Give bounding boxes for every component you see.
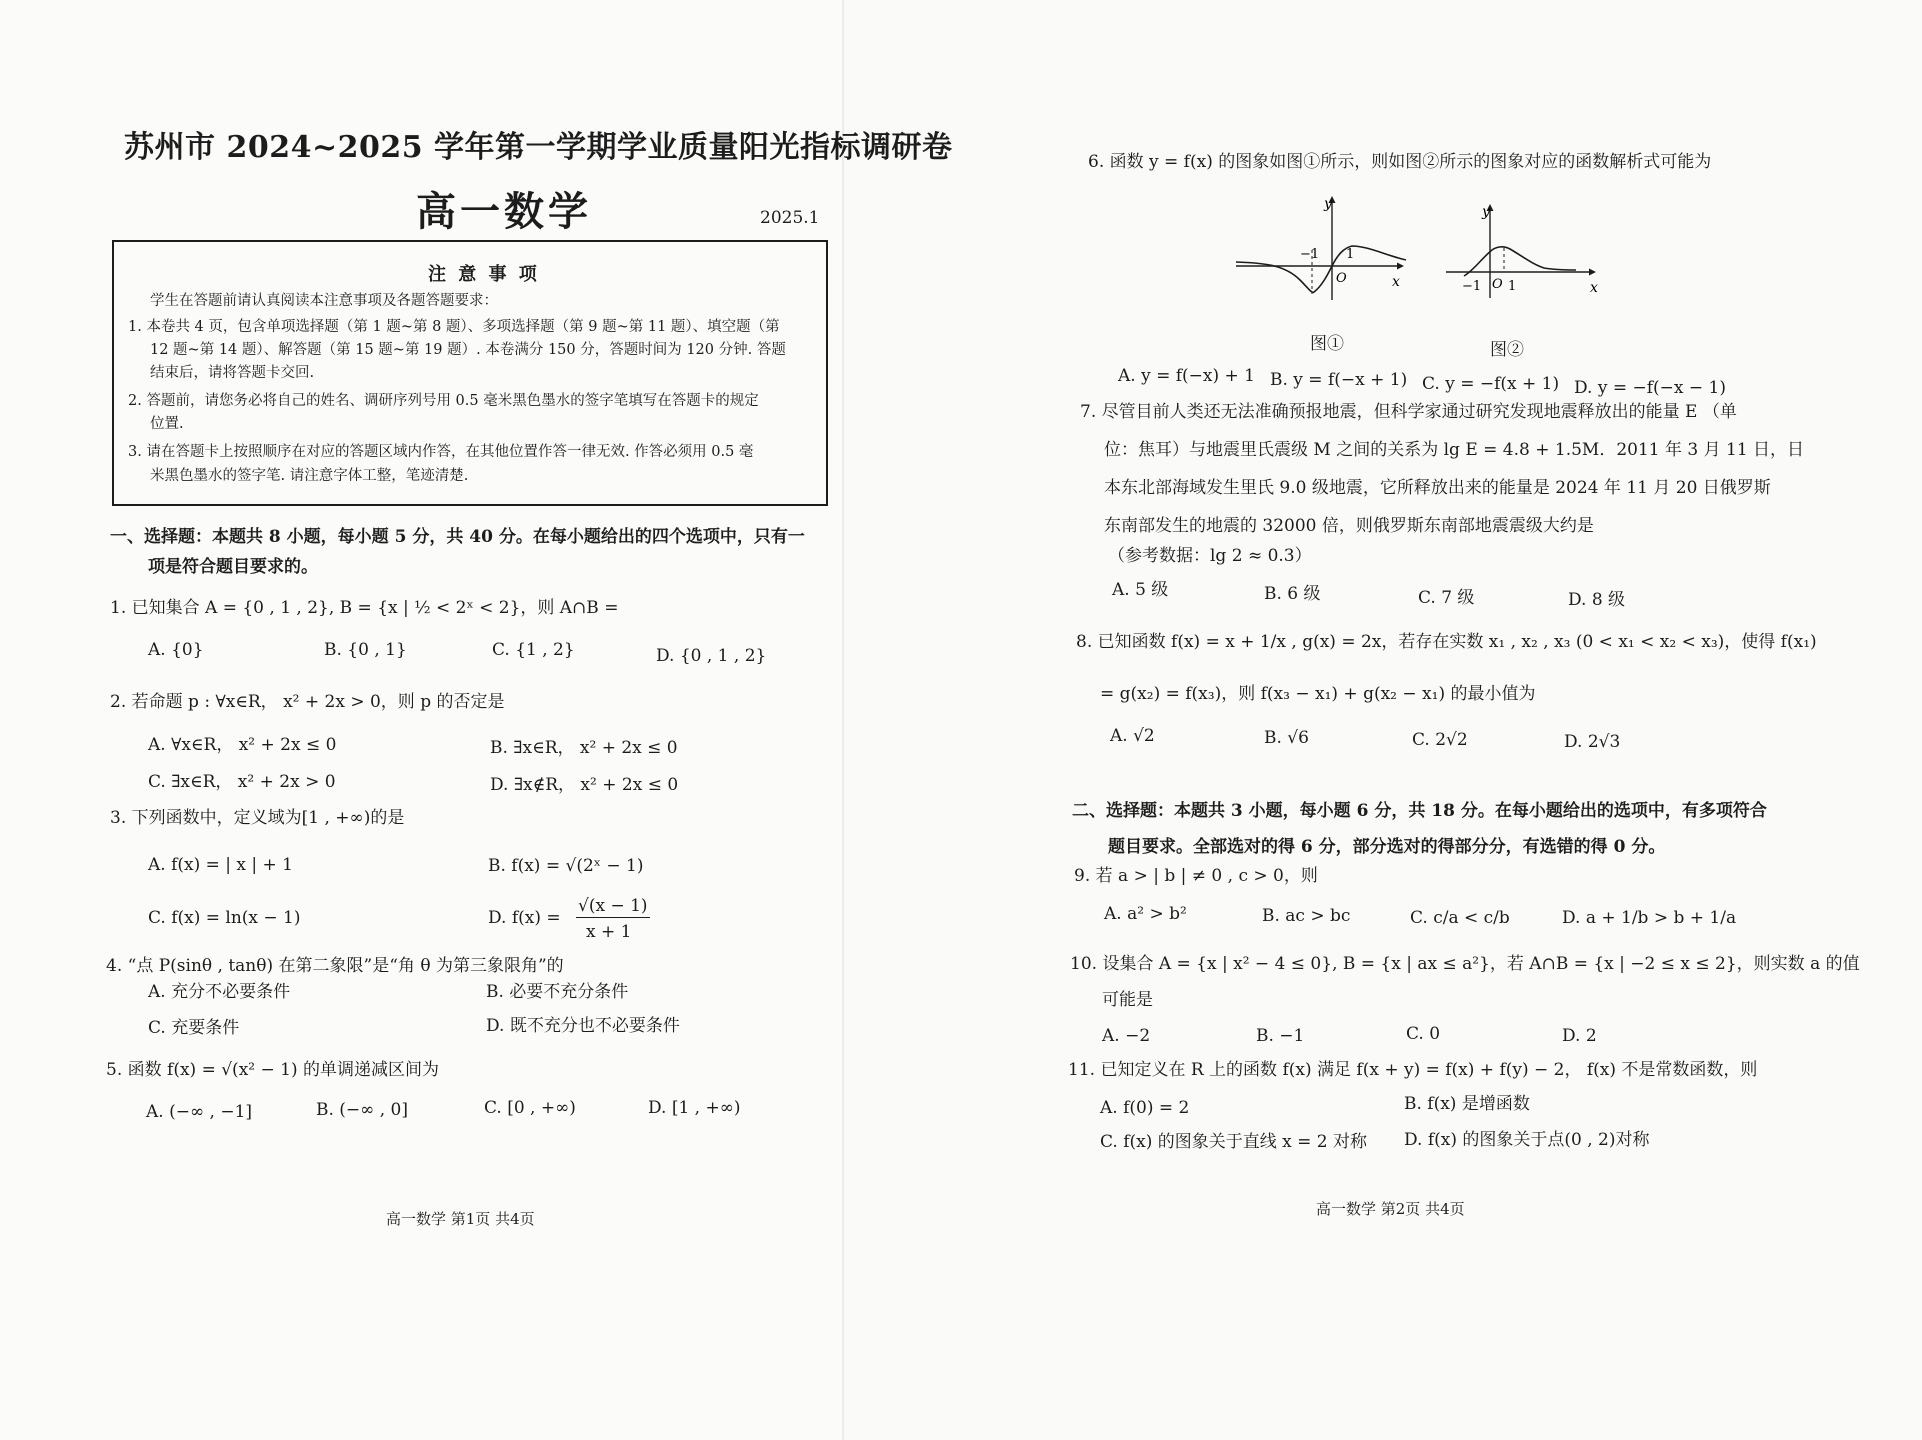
fig1-origin-label: O [1336, 271, 1347, 286]
section-1-heading: 一、选择题：本题共 8 小题，每小题 5 分，共 40 分。在每小题给出的四个选项中，只有一 [110, 527, 805, 547]
q1-option-a: A. {0} [148, 640, 204, 660]
q8-option-c: C. 2√2 [1412, 730, 1468, 750]
q9-option-b: B. ac > bc [1262, 906, 1351, 926]
q2-option-b: B. ∃x∈R， x² + 2x ≤ 0 [490, 738, 678, 758]
fig2-origin-label: O [1492, 277, 1503, 292]
fig1-tick-neg: −1 [1300, 247, 1320, 262]
page-divider [842, 0, 844, 1440]
q9-option-d: D. a + 1/b > b + 1/a [1562, 908, 1737, 928]
q6-figure-1 [1228, 190, 1410, 306]
q2-option-a: A. ∀x∈R， x² + 2x ≤ 0 [148, 735, 337, 755]
q1-stem: 1. 已知集合 A = {0 , 1 , 2}, B = {x | ½ < 2ˣ < 2}，则 A∩B = [110, 598, 619, 618]
fig1-curve [1236, 246, 1406, 292]
q7-line-1: 7. 尽管目前人类还无法准确预报地震，但科学家通过研究发现地震释放出的能量 E （单 [1080, 402, 1737, 422]
notice-intro: 学生在答题前请认真阅读本注意事项及各题答题要求： [150, 293, 498, 309]
fig2-tick-pos: 1 [1508, 279, 1517, 294]
fig2-x-arrow [1589, 269, 1596, 276]
q3-option-b: B. f(x) = √(2ˣ − 1) [488, 856, 644, 876]
fig1-x-arrow [1397, 263, 1404, 270]
notice-item-1-line-2: 12 题~第 14 题）、解答题（第 15 题~第 19 题）. 本卷满分 150 分，答题时间为 120 分钟. 答题 [150, 342, 786, 358]
q1-option-d: D. {0 , 1 , 2} [656, 646, 767, 666]
fig2-y-label: y [1482, 204, 1490, 220]
subject-title: 高一数学 [416, 188, 592, 235]
q7-option-b: B. 6 级 [1264, 584, 1321, 604]
q6-option-d: D. y = −f(−x − 1) [1574, 378, 1726, 398]
page-1-footer: 高一数学 第1页 共4页 [386, 1210, 535, 1228]
q11-option-a: A. f(0) = 2 [1100, 1098, 1190, 1118]
q7-line-2: 位：焦耳）与地震里氏震级 M 之间的关系为 lg E = 4.8 + 1.5M．2011 年 3 月 11 日，日 [1104, 440, 1805, 460]
q6-figure-1-caption: 图① [1310, 334, 1344, 354]
notice-item-3-line-1: 3. 请在答题卡上按照顺序在对应的答题区域内作答，在其他位置作答一律无效. 作答必须用 0.5 毫 [128, 444, 754, 460]
q8-option-b: B. √6 [1264, 728, 1309, 748]
q6-figure-2-caption: 图② [1490, 340, 1524, 360]
exam-title: 苏州市 2024~2025 学年第一学期学业质量阳光指标调研卷 [124, 130, 953, 165]
q10-option-b: B. −1 [1256, 1026, 1305, 1046]
q6-figure-2 [1440, 200, 1602, 304]
q6-option-c: C. y = −f(x + 1) [1422, 374, 1560, 394]
q10-option-c: C. 0 [1406, 1024, 1441, 1044]
q7-option-a: A. 5 级 [1112, 580, 1169, 600]
section-1-heading-cont: 项是符合题目要求的。 [148, 557, 318, 577]
q8-line-2: = g(x₂) = f(x₃)，则 f(x₃ − x₁) + g(x₂ − x₁) 的最小值为 [1100, 684, 1536, 704]
q8-option-a: A. √2 [1110, 726, 1155, 746]
q5-option-a: A. (−∞ , −1] [146, 1102, 253, 1122]
q9-option-a: A. a² > b² [1104, 904, 1187, 924]
q2-option-c: C. ∃x∈R， x² + 2x > 0 [148, 772, 336, 792]
q11-stem: 11. 已知定义在 R 上的函数 f(x) 满足 f(x + y) = f(x) + f(y) − 2， f(x) 不是常数函数，则 [1068, 1060, 1758, 1080]
q11-option-c: C. f(x) 的图象关于直线 x = 2 对称 [1100, 1132, 1368, 1152]
q2-stem: 2. 若命题 p : ∀x∈R， x² + 2x > 0，则 p 的否定是 [110, 692, 505, 712]
q7-line-3: 本东北部海域发生里氏 9.0 级地震，它所释放出来的能量是 2024 年 11 月 20 日俄罗斯 [1104, 478, 1771, 498]
q10-stem-cont: 可能是 [1102, 990, 1153, 1010]
fig2-x-label: x [1590, 280, 1598, 296]
notice-item-2-line-1: 2. 答题前，请您务必将自己的姓名、调研序列号用 0.5 毫米黑色墨水的签字笔填写在答题卡的规定 [128, 393, 759, 409]
q7-line-4: 东南部发生的地震的 32000 倍，则俄罗斯东南部地震震级大约是 [1104, 516, 1594, 536]
notice-item-3-line-2: 米黑色墨水的签字笔. 请注意字体工整，笔迹清楚. [150, 468, 469, 484]
q5-option-b: B. (−∞ , 0] [316, 1100, 408, 1120]
q10-stem: 10. 设集合 A = {x | x² − 4 ≤ 0}, B = {x | ax ≤ a²}，若 A∩B = {x | −2 ≤ x ≤ 2}，则实数 a 的值 [1070, 954, 1860, 974]
q2-option-d: D. ∃x∉R， x² + 2x ≤ 0 [490, 775, 679, 795]
q9-stem: 9. 若 a > | b | ≠ 0 , c > 0，则 [1074, 866, 1318, 886]
q7-reference-data: （参考数据：lg 2 ≈ 0.3） [1108, 546, 1312, 566]
page-2-footer: 高一数学 第2页 共4页 [1316, 1200, 1465, 1218]
q8-line-1: 8. 已知函数 f(x) = x + 1/x , g(x) = 2x，若存在实数 x₁ , x₂ , x₃ (0 < x₁ < x₂ < x₃)，使得 f(x₁) [1076, 632, 1817, 652]
q8-option-d: D. 2√3 [1564, 732, 1621, 752]
notice-item-2-line-2: 位置. [150, 416, 184, 432]
q10-option-a: A. −2 [1102, 1026, 1151, 1046]
notice-title: 注 意 事 项 [428, 264, 540, 285]
q3-option-a: A. f(x) = | x | + 1 [148, 855, 293, 875]
q3-option-d-numerator: √(x − 1) [576, 896, 650, 918]
fig1-y-label: y [1324, 196, 1332, 212]
section-2-heading: 二、选择题：本题共 3 小题，每小题 6 分，共 18 分。在每小题给出的选项中，有多项符合 [1072, 801, 1767, 821]
q5-option-c: C. [0 , +∞) [484, 1098, 576, 1118]
q5-option-d: D. [1 , +∞) [648, 1098, 741, 1118]
q6-option-b: B. y = f(−x + 1) [1270, 370, 1408, 390]
q4-stem: 4. “点 P(sinθ , tanθ) 在第二象限”是“角 θ 为第三象限角”的 [106, 956, 564, 976]
q4-option-b: B. 必要不充分条件 [486, 982, 629, 1002]
fig2-tick-neg: −1 [1462, 279, 1482, 294]
q3-option-c: C. f(x) = ln(x − 1) [148, 908, 301, 928]
q4-option-d: D. 既不充分也不必要条件 [486, 1016, 680, 1036]
q4-option-a: A. 充分不必要条件 [148, 982, 291, 1002]
fig1-tick-pos: 1 [1346, 247, 1355, 262]
q11-option-d: D. f(x) 的图象关于点(0 , 2)对称 [1404, 1130, 1650, 1150]
q10-option-d: D. 2 [1562, 1026, 1597, 1046]
exam-date: 2025.1 [760, 208, 820, 228]
q3-stem: 3. 下列函数中，定义域为[1 , +∞)的是 [110, 808, 405, 828]
q1-option-c: C. {1 , 2} [492, 640, 575, 660]
q11-option-b: B. f(x) 是增函数 [1404, 1094, 1530, 1114]
q5-stem: 5. 函数 f(x) = √(x² − 1) 的单调递减区间为 [106, 1060, 439, 1080]
notice-item-1-line-1: 1. 本卷共 4 页，包含单项选择题（第 1 题~第 8 题）、多项选择题（第 9 题~第 11 题）、填空题（第 [128, 319, 780, 335]
q1-option-b: B. {0 , 1} [324, 640, 407, 660]
q3-option-d-prefix: D. f(x) = [488, 908, 561, 928]
fig1-x-label: x [1392, 274, 1400, 290]
q7-option-c: C. 7 级 [1418, 588, 1475, 608]
notice-item-1-line-3: 结束后，请将答题卡交回. [150, 365, 315, 381]
q6-option-a: A. y = f(−x) + 1 [1118, 366, 1255, 386]
q3-option-d-denominator: x + 1 [586, 922, 632, 942]
section-2-heading-cont: 题目要求。全部选对的得 6 分，部分选对的得部分分，有选错的得 0 分。 [1108, 837, 1666, 857]
q4-option-c: C. 充要条件 [148, 1018, 240, 1038]
q6-stem: 6. 函数 y = f(x) 的图象如图①所示，则如图②所示的图象对应的函数解析式可能为 [1088, 152, 1712, 172]
q7-option-d: D. 8 级 [1568, 590, 1626, 610]
q9-option-c: C. c/a < c/b [1410, 908, 1510, 928]
